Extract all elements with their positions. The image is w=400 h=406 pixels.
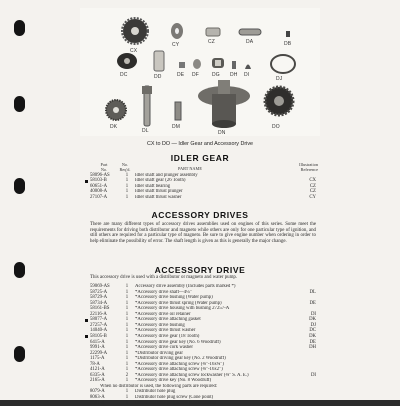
quantity-cell: 1 [125,178,129,184]
column-header-req: No. Req'd. [119,162,131,172]
part-name-cell: Distributor hole plug screw (Cone point) [135,395,214,400]
quantity-cell: 1 [125,173,129,178]
part-name-cell: *Accessory drive bushing [135,322,185,328]
quantity-cell: 1 [125,322,129,328]
illustration-reference-cell: DK [309,333,316,339]
part-name-cell: Idler shaft thrust plunger [135,189,183,195]
table-row [90,401,316,406]
illustration-reference-cell: DE [309,339,316,345]
binder-hole [14,96,25,112]
photo-label: DF [192,72,199,78]
part-number-cell: 22116-A [90,311,107,317]
shaft-image [238,28,262,36]
quantity-cell: 1 [125,317,129,323]
photo-caption: CX to DO — Idler Gear and Accessory Drive [146,141,254,147]
quantity-cell: 1 [125,367,129,373]
illustration-reference-cell: DK [309,317,316,323]
quantity-cell: 1 [125,189,129,195]
new-part-marker [85,319,88,322]
photo-label: DD [154,74,162,80]
quantity-cell: 1 [125,284,129,289]
washer-image [170,22,184,40]
part-name-cell: *Accessory drive shaft—4¼" [135,289,192,295]
illustration-reference-cell: CZ [309,189,316,195]
photo-label: DG [212,72,220,78]
column-header-reference: Illustration Reference [299,162,318,172]
new-part-marker [85,180,88,183]
quantity-cell: 1 [125,289,129,295]
part-name-cell: *Accessory drive attaching screw (⅜"-16x¾") [135,361,224,367]
illustration-reference-cell: CX [309,178,316,184]
illustration-reference-cell: CZ [309,183,316,189]
plunger-image [285,30,291,38]
quantity-cell: 1 [125,194,129,200]
part-name-cell: *Accessory drive gear key (No. 6 Woodruff) [135,339,221,345]
accessory-drive-intro: This accessory drive is used with a distributor or magneto and water pump. [90,275,238,280]
part-number-cell: 8063-A [90,395,105,400]
table-row [90,195,316,201]
photo-label: DM [172,124,180,130]
illustration-reference-cell: DH [309,345,316,351]
illustration-reference-cell: DI [310,372,316,378]
idler-gear-image [120,16,150,46]
part-number-cell: 58725-A [90,289,108,295]
part-number-cell: 58105-B [90,333,107,339]
photo-label: DN [218,130,226,136]
part-number-cell: 78-A [90,361,100,367]
binder-hole [14,346,25,362]
quantity-cell: 1 [125,395,129,400]
column-header-part-no: Part No. [100,162,108,172]
part-number-cell: 8079-A [90,389,105,395]
photo-label: DB [284,41,292,47]
part-name-cell: *Accessory drive cork washer [135,345,193,351]
part-name-cell: Distributor hole plug [135,389,176,395]
part-number-cell: 27107-A [90,194,108,200]
illustration-reference-cell: DL [309,289,316,295]
woodruff-key-image [244,60,252,70]
quantity-cell: 1 [125,300,129,306]
quantity-cell: 2 [125,372,129,378]
part-number-cell: 40008-A [90,189,108,195]
part-number-cell: 58161-BS [90,306,110,312]
quantity-cell: 1 [125,389,129,395]
part-name-cell: *Accessory drive bushing (Water pump) [135,295,213,301]
part-name-cell: *Accessory drive attaching screw lockwasher (⅜" S. A. E.) [135,372,249,378]
part-name-cell: *Accessory drive oil retainer [135,311,191,317]
note-text: When no distributor is used, the following parts are required: [100,383,218,389]
part-number-cell: 58096-AS [90,173,110,178]
part-name-cell: Distributor hole plug screw (Lockwasher) [135,400,216,406]
illustration-reference-cell: DC [309,328,316,334]
thrust-washer-image [116,52,138,70]
photo-label: DA [246,39,254,45]
photo-label: CY [172,42,180,48]
part-name-cell: *Distributor driving gear key (No. 2 Woodruff) [135,356,226,362]
photo-label: DJ [276,76,283,82]
photo-label: DL [142,128,149,134]
part-name-cell: Accessory drive assembly (Includes parts marked *) [135,284,236,289]
photo-label: CX [130,48,138,54]
binder-hole [14,20,25,36]
part-name-cell: *Accessory drive thrust spring (Water pump) [135,300,222,306]
drive-shaft-image [140,84,154,128]
photo-label: DK [110,124,118,130]
part-name-cell: Idler shaft and plunger assembly [135,173,198,178]
photo-label: DH [230,72,238,78]
part-number-cell: 60651-A [90,183,108,189]
part-number-cell: 1175-A [90,356,105,362]
photo-label: DI [244,72,250,78]
photo-label: DC [120,72,128,78]
quantity-cell: 1 [125,183,129,189]
part-name-cell: *Accessory drive gear (18 Tooth) [135,333,200,339]
small-key-image [230,60,238,70]
part-number-cell: 14040-A [90,328,108,334]
quantity-cell: 1 [125,400,129,406]
part-number-cell: 58734-A [90,300,108,306]
part-number-cell: 6415-A [90,339,105,345]
part-name-cell: Idler shaft gear (26 Tooth) [135,178,186,184]
part-number-cell: 6335-A [90,372,105,378]
part-number-cell: 8061-A [90,400,105,406]
part-name-cell: Idler shaft bearing [135,183,171,189]
part-number-cell: 2165-A [90,378,105,384]
column-header-part-name: PART NAME [178,166,202,171]
quantity-cell: 1 [125,345,129,351]
part-number-cell: 22299-A [90,350,108,356]
photo-label: CZ [208,39,215,45]
small-washer-image [192,58,202,70]
part-number-cell: 27257-A [90,322,108,328]
quantity-cell: 1 [125,333,129,339]
part-name-cell: *Accessory drive attaching gasket [135,317,201,323]
accessory-drives-paragraph: There are many different types of accessory drives assemblies used on engines of this series. Some meet the requirements for driving both distributor and magneto while others are only for one particular type of ignition, and still others are required for a particular type of magneto. Be sure to give engine number when ordering in order to help eliminate the possibility of error. The shaft length is given as this is generally the major change. [90,222,316,245]
part-name-cell: *Accessory drive thrust washer [135,328,196,334]
part-number-cell: 58103-B [90,178,107,184]
quantity-cell: 1 [125,328,129,334]
quantity-cell: 1 [125,350,129,356]
key-image [178,60,186,70]
distributor-gear-image [262,84,296,118]
bearing-image [205,27,221,37]
quantity-cell: 1 [125,361,129,367]
part-name-cell: Idler shaft thrust washer [135,194,182,200]
binder-hole [14,178,25,194]
binder-hole [14,262,25,278]
spring-image [210,56,226,70]
part-number-cell: 59069-AS [90,284,110,289]
section-title-accessory-drive: ACCESSORY DRIVE [154,265,246,275]
parts-photo [80,8,320,136]
part-name-cell: *Accessory drive key (No. 8 Woodruff) [135,378,212,384]
quantity-cell: 1 [125,295,129,301]
drive-housing-image [196,78,252,130]
illustration-reference-cell: DE [309,300,316,306]
part-name-cell: *Distributor driving gear [135,350,183,356]
oil-retainer-image [172,100,184,122]
part-number-cell: 9991-A [90,345,105,351]
quantity-cell: 1 [125,311,129,317]
part-name-cell: *Accessory drive attaching screw (⅜"-16x2") [135,367,223,373]
photo-label: DO [272,124,280,130]
gasket-image [270,54,296,74]
quantity-cell: 1 [125,356,129,362]
illustration-reference-cell: CY [309,194,316,200]
section-title-idler-gear: IDLER GEAR [170,153,230,163]
quantity-cell: 1 [125,378,129,384]
bushing-image [152,50,166,72]
part-number-cell: 58077-A [90,317,108,323]
section-title-accessory-drives: ACCESSORY DRIVES [151,210,249,220]
new-part-marker [85,335,88,338]
illustration-reference-cell: DI [310,311,316,317]
part-name-cell: *Accessory drive housing with bushing 27257-A [135,306,230,312]
illustration-reference-cell: DJ [310,322,316,328]
drive-gear-image [104,98,128,122]
photo-label: DE [177,72,185,78]
quantity-cell: 1 [125,339,129,345]
part-number-cell: 4121-A [90,367,105,373]
part-number-cell: 58729-A [90,295,108,301]
binder-margin [0,0,48,400]
quantity-cell: 1 [125,306,129,312]
